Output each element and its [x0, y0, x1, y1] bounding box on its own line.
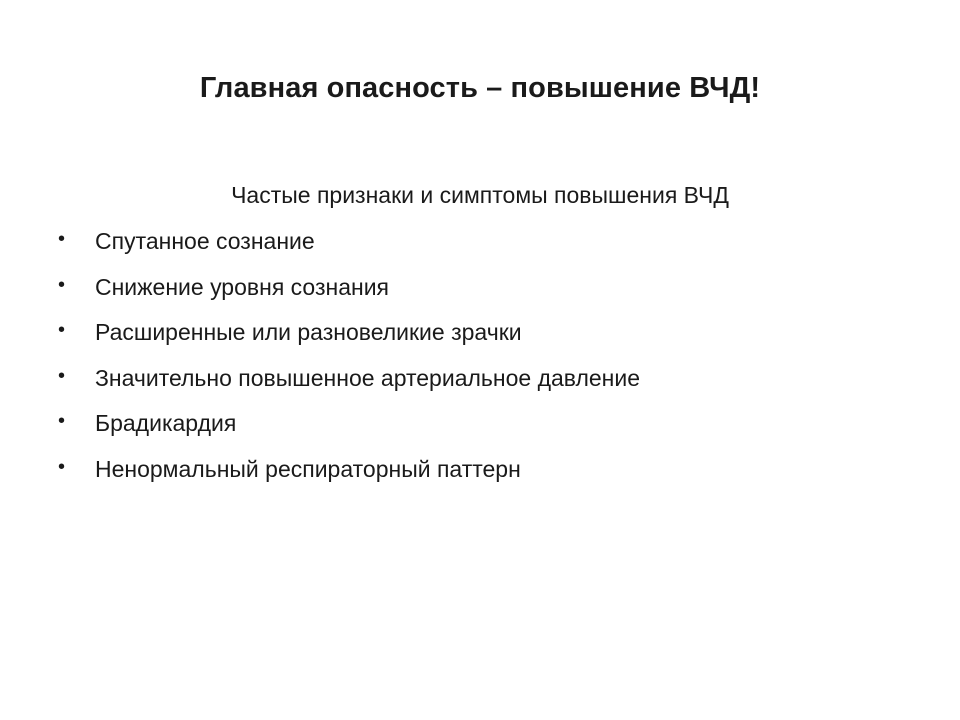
bullet-item-decreased-consciousness [58, 270, 918, 316]
bullet-text: Расширенные или разновеликие зрачки [95, 319, 522, 345]
bullet-icon: • [58, 455, 66, 478]
slide-title: Главная опасность – повышение ВЧД! [199, 72, 761, 104]
bullet-item-bradycardia [58, 406, 918, 452]
bullet-icon: • [58, 364, 66, 387]
bullet-text: Спутанное сознание [95, 228, 315, 254]
bullet-item-high-blood-pressure [58, 361, 918, 407]
bullet-list [58, 224, 918, 497]
bullet-text: Брадикардия [95, 410, 237, 436]
bullet-icon: • [58, 319, 66, 341]
bullet-icon: • [58, 410, 66, 432]
bullet-text: Ненормальный респираторный паттерн [95, 455, 521, 482]
bullet-text: Снижение уровня сознания [95, 273, 389, 300]
bullet-item-dilated-pupils [58, 315, 918, 361]
bullet-icon: • [58, 228, 66, 250]
slide-subtitle: Частые признаки и симптомы повышения ВЧД [231, 182, 729, 208]
bullet-icon: • [58, 273, 66, 296]
bullet-item-confusion [58, 224, 918, 270]
bullet-item-abnormal-respiration [58, 452, 918, 498]
bullet-text: Значительно повышенное артериальное давление [95, 364, 641, 391]
